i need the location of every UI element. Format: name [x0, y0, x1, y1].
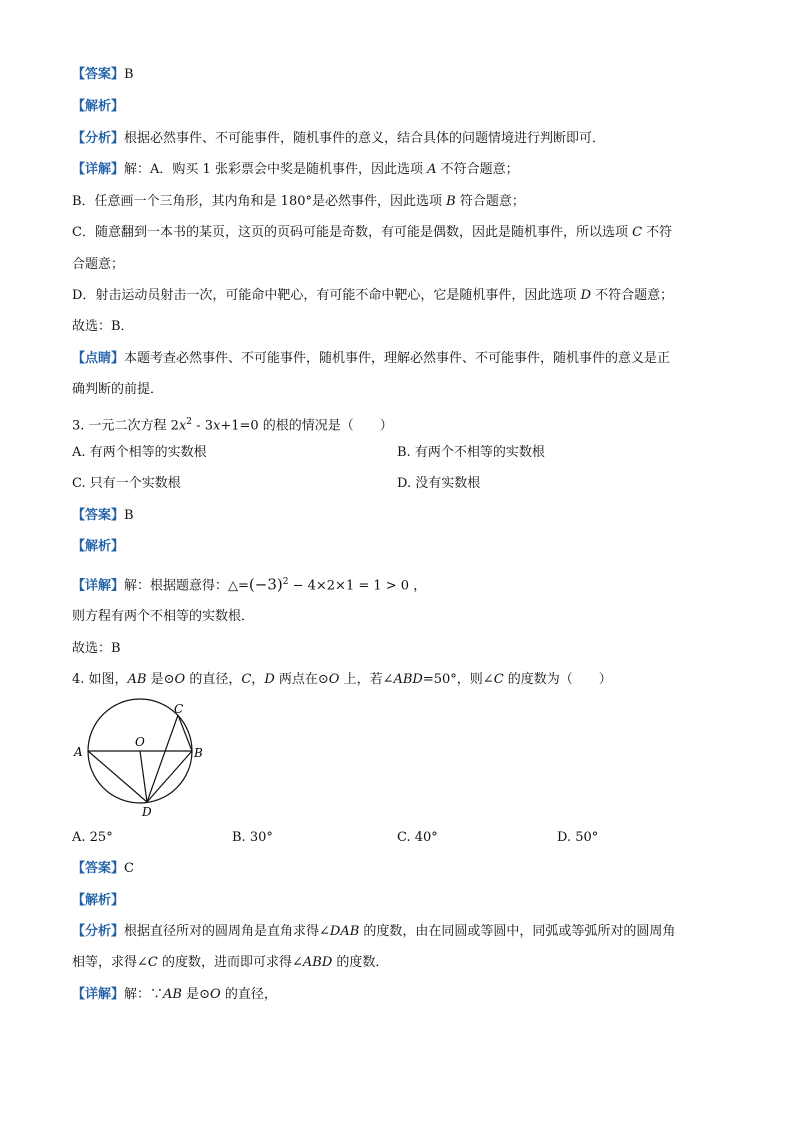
q2-analysis-heading [72, 98, 124, 116]
chord-ad [88, 751, 147, 802]
detail-text: 不符合题意； [436, 162, 519, 177]
label-o: O [135, 735, 145, 749]
point-o: O [210, 987, 221, 1002]
q2-choose [72, 318, 134, 336]
chord-cd [147, 715, 178, 802]
answer-value: B [124, 508, 134, 523]
stem-text: 3. 一元二次方程 2 [72, 418, 179, 434]
stem-text: =50°，则∠ [422, 672, 494, 687]
chord-cb [178, 715, 192, 751]
q3-option-c: C. 只有一个实数根 [72, 476, 181, 491]
q2-detail-c-cont [72, 256, 124, 274]
detail-text: − 4×2×1 = 1 > 0 ， [288, 578, 427, 594]
radius-od [140, 751, 147, 802]
detail-text: 解：根据题意得：△= [124, 578, 249, 594]
q4-option-c: C. 40° [397, 830, 438, 845]
stem-text: +1=0 的根的情况是（ ） [220, 418, 393, 434]
label-c: C [174, 702, 184, 716]
option-var: C [632, 225, 643, 240]
stem-text: 上，若∠ [339, 672, 394, 687]
q4-fenxi-cont [72, 954, 388, 972]
exponent: 2 [186, 417, 193, 427]
point-c: C [493, 672, 504, 687]
q3-detail [72, 573, 426, 595]
angle-abd: ABD [393, 672, 423, 687]
xiangjie-tag: 【详解】 [72, 162, 125, 177]
stem-text: 两点在⊙ [274, 672, 329, 687]
q2-detail-d [72, 287, 673, 305]
q2-fenxi [72, 130, 605, 148]
detail-text: 不符合题意； [591, 288, 674, 303]
point-o: O [328, 672, 340, 687]
q3-answer [72, 507, 134, 525]
segment-ab: AB [163, 987, 182, 1002]
q3-option-a: A. 有两个相等的实数根 [72, 445, 207, 460]
option-var: B [446, 194, 456, 209]
xiangjie-tag: 【详解】 [72, 987, 125, 1002]
fenxi-tag: 【分析】 [72, 924, 125, 939]
var-x: x [212, 418, 221, 434]
point-c: C [241, 672, 252, 687]
dianjing-text: 确判断的前提． [72, 382, 164, 397]
angle-dab: DAB [329, 924, 360, 939]
q4-option-b: B. 30° [232, 830, 273, 845]
q2-dianjing-cont [72, 381, 163, 399]
angle-abd: ABD [302, 955, 333, 970]
q3-stem [72, 413, 393, 435]
detail-text: 不符 [642, 225, 673, 240]
fenxi-text: 的度数，进而即可求得∠ [157, 955, 303, 970]
q3-option-b: B. 有两个不相等的实数根 [397, 445, 545, 460]
label-d: D [142, 805, 152, 819]
segment-ab: AB [127, 672, 147, 687]
fenxi-text: 相等，求得∠ [72, 955, 148, 970]
q4-option-d: D. 50° [557, 830, 599, 845]
detail-text: B．任意画一个三角形，其内角和是 180°是必然事件，因此选项 [72, 194, 447, 209]
label-b: B [194, 746, 203, 760]
q4-fenxi [72, 923, 675, 941]
detail-text: 是⊙ [181, 987, 211, 1002]
q3-conclusion: 则方程有两个不相等的实数根． [72, 609, 255, 624]
dianjing-text: 本题考查必然事件、不可能事件，随机事件，理解必然事件、不可能事件，随机事件的意义是正 [124, 351, 671, 366]
option-var: A [427, 162, 437, 177]
q2-answer [72, 66, 134, 84]
detail-text: C．随意翻到一本书的某页，这页的页码可能是奇数，有可能是偶数，因此是随机事件，所以选项 [72, 225, 633, 240]
stem-text: 的直径， [185, 672, 242, 687]
label-a: A [74, 745, 83, 759]
q4-stem [72, 671, 612, 689]
stem-text: - 3 [192, 418, 213, 434]
detail-text: 符合题意； [455, 194, 525, 209]
angle-c: C [147, 955, 158, 970]
fenxi-text: 的度数，由在同圆或等圆中，同弧或等弧所对的圆周角 [359, 924, 676, 939]
fenxi-tag: 【分析】 [72, 131, 125, 146]
answer-tag: 【答案】 [72, 508, 125, 523]
option-var: D [580, 288, 591, 303]
analysis-tag: 【解析】 [72, 893, 125, 908]
var-x: x [178, 418, 187, 434]
stem-text: ， [251, 672, 265, 687]
choose-text: 故选：B． [72, 319, 134, 334]
detail-text: 合题意； [72, 257, 125, 272]
detail-text: 解：∵ [124, 987, 164, 1002]
detail-text: D．射击运动员射击一次，可能命中靶心，有可能不命中靶心，它是随机事件，因此选项 [72, 288, 581, 303]
detail-text: 的直径， [220, 987, 277, 1002]
q2-detail-a [72, 161, 519, 179]
answer-value: C [124, 861, 134, 876]
q4-detail [72, 986, 277, 1004]
stem-text: 的度数为（ ） [503, 672, 612, 687]
q2-detail-c [72, 224, 672, 242]
q4-option-a: A. 25° [72, 830, 113, 845]
q3-choose: 故选：B [72, 641, 121, 656]
stem-text: 是⊙ [146, 672, 175, 687]
q4-answer [72, 860, 134, 878]
circle-diagram [72, 698, 222, 820]
analysis-tag: 【解析】 [72, 99, 125, 114]
formula-paren: (−3) [248, 575, 283, 594]
xiangjie-tag: 【详解】 [72, 578, 125, 594]
detail-text: 解：A．购买 1 张彩票会中奖是随机事件，因此选项 [124, 162, 428, 177]
point-o: O [174, 672, 186, 687]
fenxi-text: 根据必然事件、不可能事件，随机事件的意义，结合具体的问题情境进行判断即可． [124, 131, 606, 146]
q2-detail-b [72, 193, 525, 211]
q4-analysis-heading [72, 892, 124, 910]
answer-tag: 【答案】 [72, 67, 125, 82]
exponent: 2 [282, 577, 289, 587]
q3-analysis-heading [72, 538, 124, 556]
stem-text: 4. 如图， [72, 672, 128, 687]
analysis-tag: 【解析】 [72, 539, 125, 554]
circle-figure [72, 698, 222, 820]
q2-dianjing [72, 350, 670, 368]
point-d: D [264, 672, 275, 687]
q3-option-d: D. 没有实数根 [397, 476, 481, 491]
fenxi-text: 根据直径所对的圆周角是直角求得∠ [124, 924, 330, 939]
answer-tag: 【答案】 [72, 861, 125, 876]
dianjing-tag: 【点睛】 [72, 351, 125, 366]
fenxi-text: 的度数． [332, 955, 389, 970]
answer-value: B [124, 67, 134, 82]
